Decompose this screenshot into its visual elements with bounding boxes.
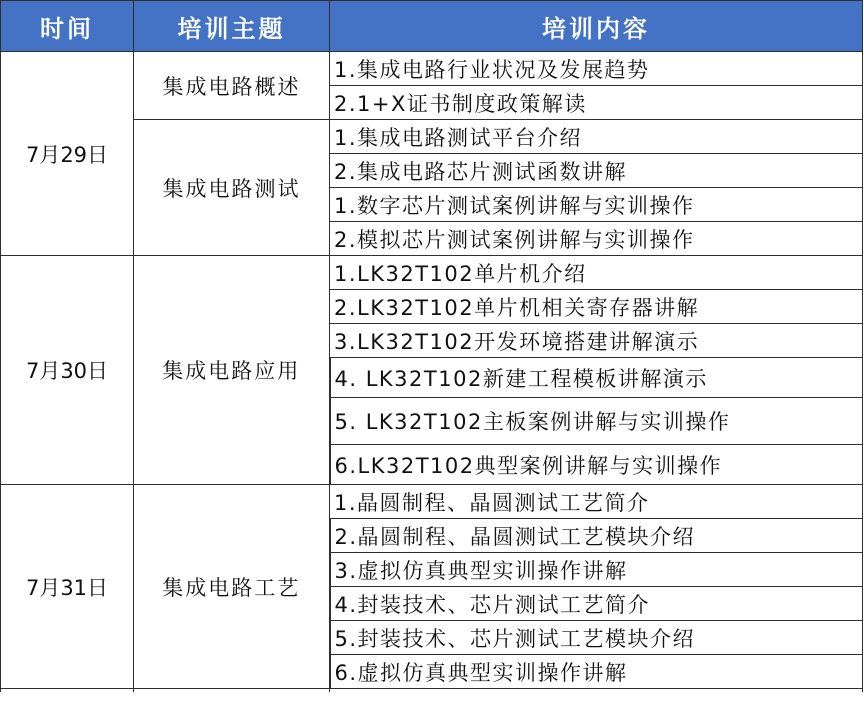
topic-cell: 集成电路概述	[134, 52, 330, 120]
content-item: 5. LK32T102主板案例讲解与实训操作	[330, 398, 863, 445]
tail-cell	[134, 689, 330, 693]
content-item: 6.虚拟仿真典型实训操作讲解	[330, 655, 863, 689]
header-time: 时间	[1, 1, 134, 52]
content-item: 1.数字芯片测试案例讲解与实训操作	[330, 188, 863, 222]
date-cell: 7月30日	[1, 256, 134, 485]
topic-cell: 集成电路应用	[134, 256, 330, 485]
content-item: 3.LK32T102开发环境搭建讲解演示	[330, 324, 863, 358]
content-item: 2.LK32T102单片机相关寄存器讲解	[330, 290, 863, 324]
content-item: 2.模拟芯片测试案例讲解与实训操作	[330, 222, 863, 256]
tail-cell	[1, 689, 134, 693]
content-item: 1.集成电路测试平台介绍	[330, 120, 863, 154]
topic-cell: 集成电路工艺	[134, 485, 330, 689]
content-item: 2.晶圆制程、晶圆测试工艺模块介绍	[330, 519, 863, 553]
date-cell: 7月31日	[1, 485, 134, 689]
content-item: 3.虚拟仿真典型实训操作讲解	[330, 553, 863, 587]
content-item: 4. LK32T102新建工程模板讲解演示	[330, 358, 863, 398]
content-item: 1.晶圆制程、晶圆测试工艺简介	[330, 485, 863, 519]
tail-cell	[330, 689, 863, 693]
content-item: 5.封装技术、芯片测试工艺模块介绍	[330, 621, 863, 655]
date-cell: 7月29日	[1, 52, 134, 256]
topic-cell: 集成电路测试	[134, 120, 330, 256]
table-row	[1, 485, 863, 519]
header-content: 培训内容	[330, 1, 863, 52]
header-topic: 培训主题	[134, 1, 330, 52]
content-item: 2.1+X证书制度政策解读	[330, 86, 863, 120]
content-item: 1.LK32T102单片机介绍	[330, 256, 863, 290]
table-row-tail	[1, 689, 863, 693]
table-row	[1, 52, 863, 86]
table-row	[1, 256, 863, 290]
content-item: 4.封装技术、芯片测试工艺简介	[330, 587, 863, 621]
content-item: 6.LK32T102典型案例讲解与实训操作	[330, 445, 863, 485]
content-item: 1.集成电路行业状况及发展趋势	[330, 52, 863, 86]
content-item: 2.集成电路芯片测试函数讲解	[330, 154, 863, 188]
header-row	[1, 1, 863, 52]
